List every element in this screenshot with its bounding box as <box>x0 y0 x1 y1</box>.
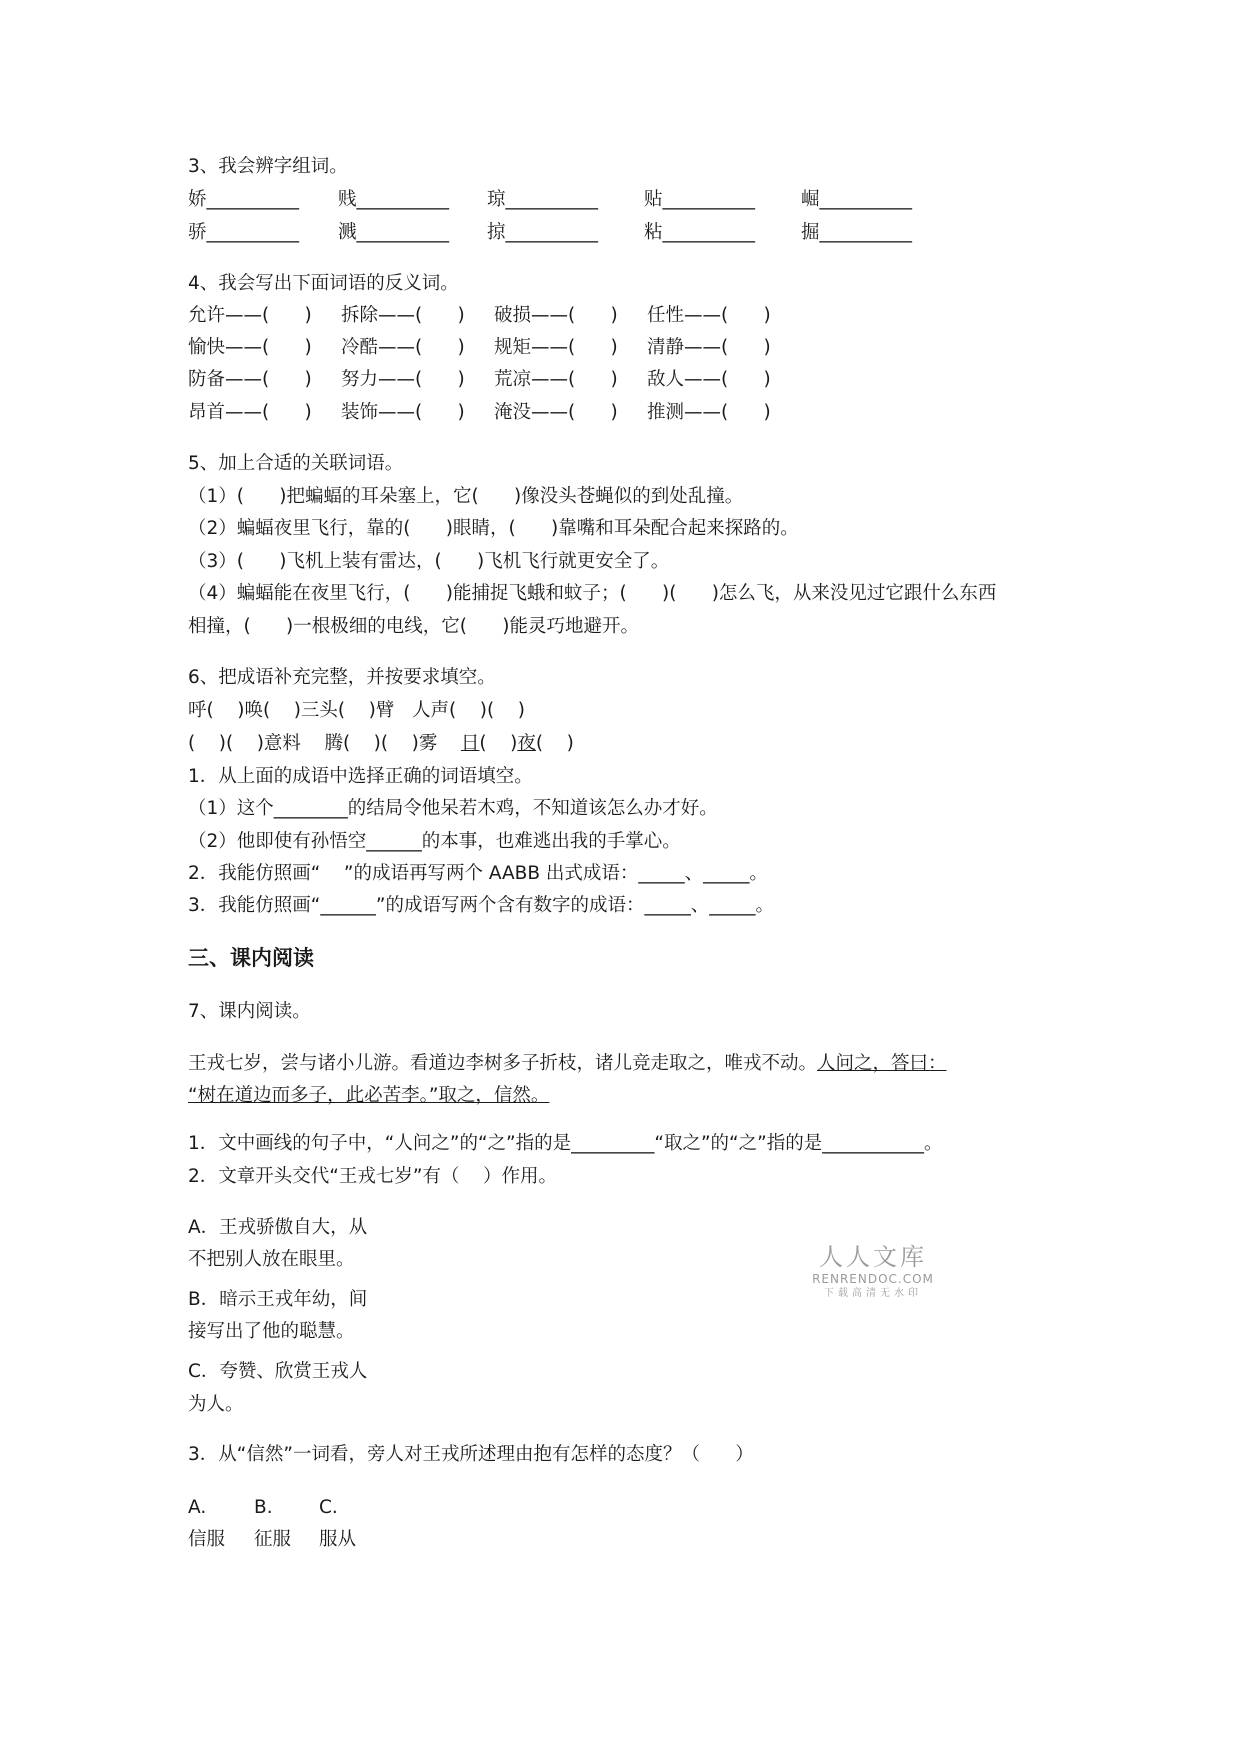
watermark-note: 下载高清无水印 <box>824 1288 922 1299</box>
q6-idioms-row2-a: ( )( )意料 腾( )( )雾 <box>188 733 461 754</box>
q7-sub3-option-letter: B. <box>254 1497 273 1518</box>
q6-line: 2．我能仿照画“ ”的成语再写两个 AABB 出式成语：_____、_____。 <box>188 863 768 884</box>
q6-idioms-row2-end: ( ) <box>535 733 574 754</box>
q7-sub2: 2．文章开头交代“王戎七岁”有（ ）作用。 <box>188 1166 557 1187</box>
q7-option-c-l2: 为人。 <box>188 1394 244 1415</box>
q4-r3-c4: 敌人——( ) <box>647 369 771 390</box>
q5-title: 5、加上合适的关联词语。 <box>188 453 404 474</box>
q5-line: （1）( )把蝙蝠的耳朵塞上，它( )像没头苍蝇似的到处乱撞。 <box>188 486 744 507</box>
q7-sub3-option-word: 征服 <box>254 1529 292 1550</box>
q3-r2-c4: 粘__________ <box>644 222 756 243</box>
q5-line: （4）蝙蝠能在夜里飞行，( )能捕捉飞蛾和蚊子；( )( )怎么飞，从来没见过它跟什么东西 <box>188 583 997 604</box>
q6-line: 3．我能仿照画“______”的成语写两个含有数字的成语：_____、_____。 <box>188 895 774 916</box>
q3-r2-c2: 溅__________ <box>338 222 450 243</box>
q6-line: （1）这个________的结局令他呆若木鸡，不知道该怎么办才好。 <box>188 798 718 819</box>
q4-r2-c2: 冷酷——( ) <box>341 337 465 358</box>
q4-r1-c3: 破损——( ) <box>494 305 618 326</box>
q3-r2-c1: 骄__________ <box>188 222 300 243</box>
q3-r1-c1: 娇__________ <box>188 189 300 210</box>
q4-r2-c3: 规矩——( ) <box>494 337 618 358</box>
q7-option-a-l1: A．王戎骄傲自大，从 <box>188 1217 368 1238</box>
q7-passage-1a: 王戎七岁，尝与诸小儿游。看道边李树多子折枝，诸儿竞走取之，唯戎不动。 <box>188 1053 818 1074</box>
q4-r1-c1: 允许——( ) <box>188 305 312 326</box>
q4-r4-c2: 装饰——( ) <box>341 402 465 423</box>
q3-r1-c4: 贴__________ <box>644 189 756 210</box>
q4-title: 4、我会写出下面词语的反义词。 <box>188 273 459 294</box>
q6-idioms-row2 <box>188 731 574 757</box>
q7-sub3-option-word: 服从 <box>319 1529 357 1550</box>
q4-r4-c3: 淹没——( ) <box>494 402 618 423</box>
q6-line: 1．从上面的成语中选择正确的词语填空。 <box>188 766 533 787</box>
q4-r4-c4: 推测——( ) <box>647 402 771 423</box>
q7-sub3-option-letter: A. <box>188 1497 207 1518</box>
q7-sub1: 1．文中画线的句子中，“人问之”的“之”指的是_________“取之”的“之”指的是___________。 <box>188 1133 943 1154</box>
q7-passage-underlined-1: 人问之，答曰： <box>817 1053 947 1074</box>
q7-title: 7、课内阅读。 <box>188 1001 311 1022</box>
q3-r2-c5: 掘__________ <box>801 222 913 243</box>
q6-idiom-day: 日 <box>460 733 480 754</box>
q4-r1-c4: 任性——( ) <box>647 305 771 326</box>
q7-passage-underlined-2: “树在道边而多子，此必苦李。”取之，信然。 <box>188 1085 550 1106</box>
q7-sub3-option-letter: C. <box>319 1497 338 1518</box>
q7-passage-line1 <box>188 1051 947 1077</box>
q4-r3-c1: 防备——( ) <box>188 369 312 390</box>
q3-r1-c2: 贱__________ <box>338 189 450 210</box>
watermark-title: 人人文库 <box>819 1243 927 1271</box>
q4-r3-c3: 荒凉——( ) <box>494 369 618 390</box>
q3-title: 3、我会辨字组词。 <box>188 156 348 177</box>
q7-option-c-l1: C．夸赞、欣赏王戎人 <box>188 1361 368 1382</box>
q7-option-b-l1: B．暗示王戎年幼，间 <box>188 1289 368 1310</box>
q7-option-a-l2: 不把别人放在眼里。 <box>188 1249 355 1270</box>
q6-title: 6、把成语补充完整，并按要求填空。 <box>188 667 496 688</box>
q7-option-b-l2: 接写出了他的聪慧。 <box>188 1321 355 1342</box>
q7-sub3: 3．从“信然”一词看，旁人对王戎所述理由抱有怎样的态度？（ ） <box>188 1444 754 1465</box>
q7-passage-line2 <box>188 1083 549 1109</box>
q6-idiom-night: 夜 <box>517 733 536 754</box>
q6-idioms-row2-mid: ( ) <box>479 733 518 754</box>
q3-r2-c3: 掠__________ <box>487 222 599 243</box>
q4-r2-c4: 清静——( ) <box>647 337 771 358</box>
q4-r2-c1: 愉快——( ) <box>188 337 312 358</box>
q7-sub3-option-word: 信服 <box>188 1529 226 1550</box>
q6-line: （2）他即使有孙悟空______的本事，也难逃出我的手掌心。 <box>188 831 681 852</box>
q5-line: （2）蝙蝠夜里飞行，靠的( )眼睛，( )靠嘴和耳朵配合起来探路的。 <box>188 518 799 539</box>
q4-r4-c1: 昂首——( ) <box>188 402 312 423</box>
q6-idioms-row1: 呼( )唤( )三头( )臂 人声( )( ) <box>188 700 525 721</box>
q4-r3-c2: 努力——( ) <box>341 369 465 390</box>
q5-line: 相撞，( )一根极细的电线，它( )能灵巧地避开。 <box>188 616 639 637</box>
q3-r1-c5: 崛__________ <box>801 189 913 210</box>
q3-r1-c3: 琼__________ <box>487 189 599 210</box>
q5-line: （3）( )飞机上装有雷达，( )飞机飞行就更安全了。 <box>188 551 670 572</box>
watermark <box>808 1243 938 1301</box>
watermark-url: RENRENDOC.COM <box>812 1272 934 1286</box>
section-heading: 三、课内阅读 <box>188 946 314 970</box>
q4-r1-c2: 拆除——( ) <box>341 305 465 326</box>
